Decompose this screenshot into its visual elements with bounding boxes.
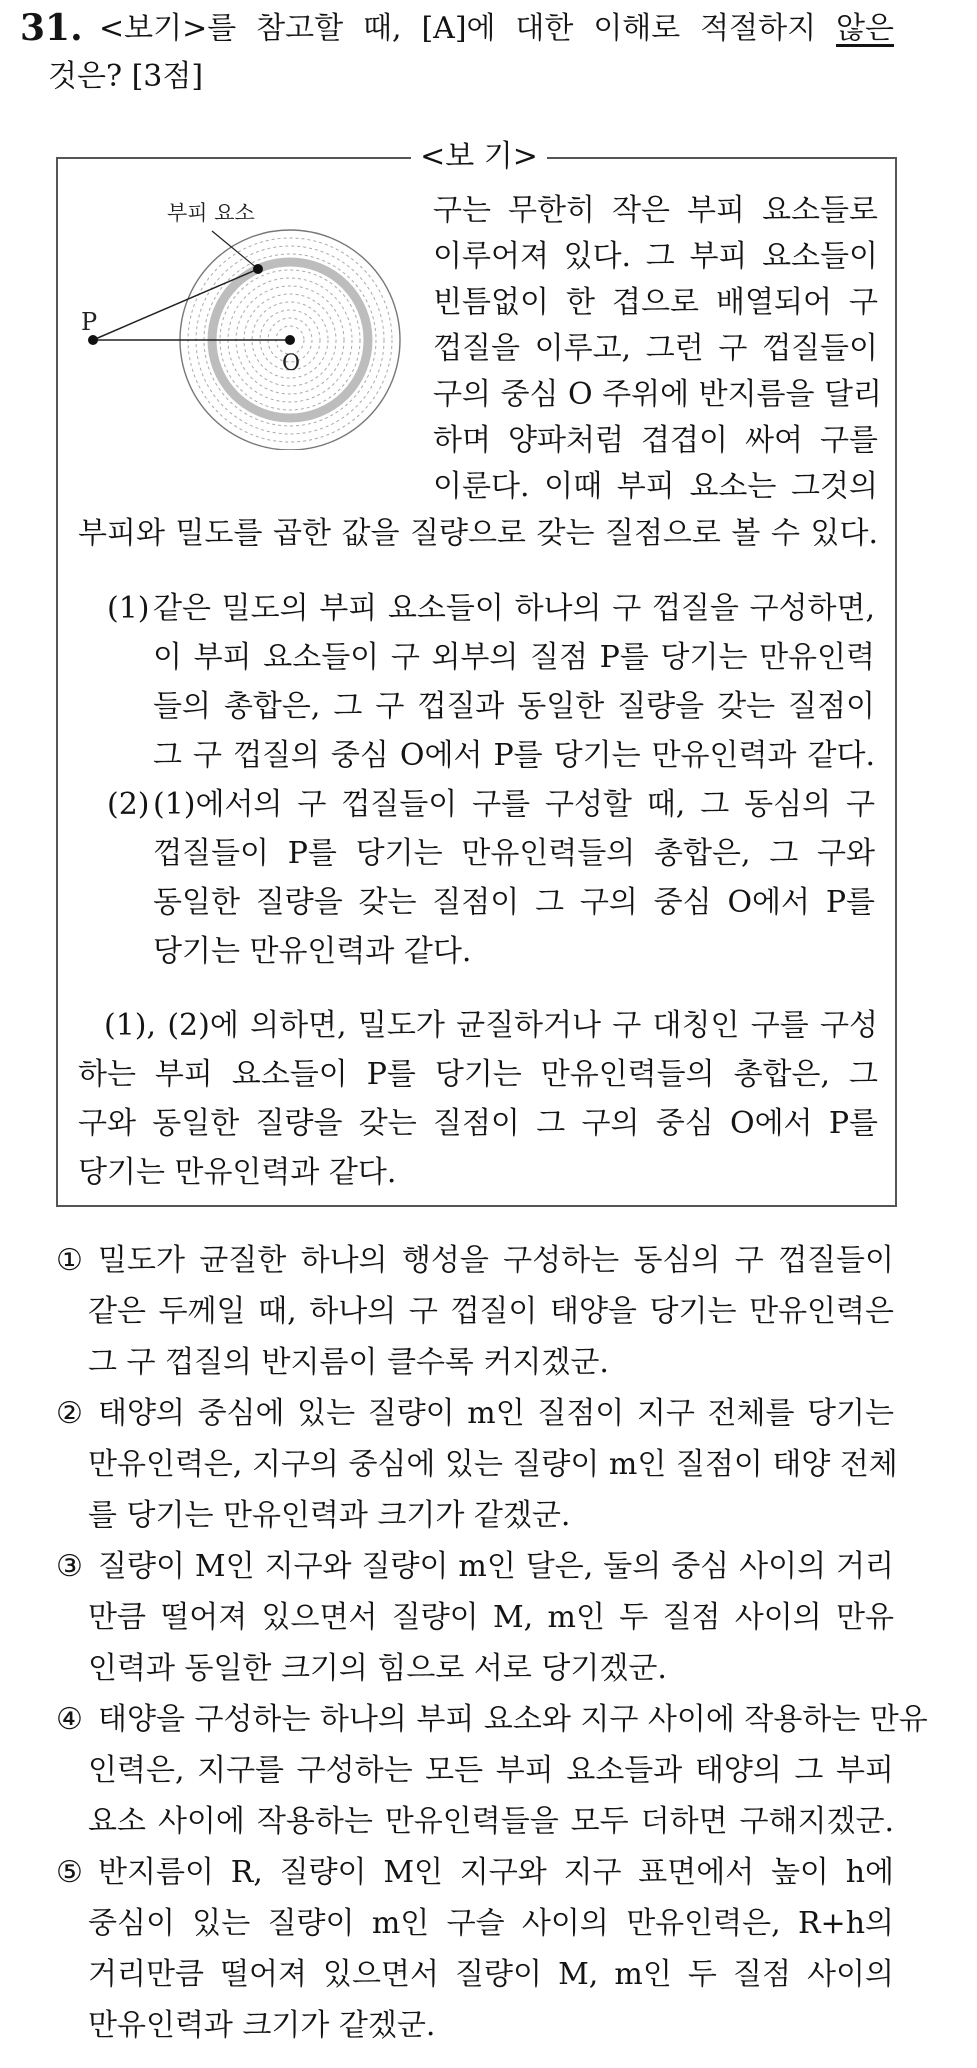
bogi-conclusion-line: 당기는 만유인력과 같다. (78, 1155, 397, 1190)
choice-5-marker[interactable]: ⑤ (56, 1855, 83, 1890)
volume-element-dot (253, 264, 263, 274)
negation-underline: 않은 (836, 11, 894, 46)
choice-5-text[interactable]: 반지름이 R, 질량이 M인 지구와 지구 표면에서 높이 h에 (98, 1855, 894, 1890)
item-2-marker: (2) (107, 787, 150, 822)
bogi-intro-line: 하며 양파처럼 겹겹이 싸여 구를 (433, 423, 878, 458)
item-2-line: 동일한 질량을 갖는 질점이 그 구의 중심 O에서 P를 (153, 885, 875, 920)
choice-4-text[interactable]: 태양을 구성하는 하나의 부피 요소와 지구 사이에 작용하는 만유 (98, 1702, 928, 1737)
bogi-intro-line: 구는 무한히 작은 부피 요소들로 (433, 193, 878, 228)
bogi-conclusion-line: 하는 부피 요소들이 P를 당기는 만유인력들의 총합은, 그 (78, 1057, 878, 1092)
line-p-to-element (93, 269, 258, 340)
bogi-intro-line: 구의 중심 O 주위에 반지름을 달리 (433, 377, 883, 412)
bogi-intro-line: 이룬다. 이때 부피 요소는 그것의 (433, 469, 878, 504)
choice-1-text[interactable]: 그 구 껍질의 반지름이 클수록 커지겠군. (88, 1345, 609, 1380)
choice-1-marker[interactable]: ① (56, 1243, 83, 1278)
bogi-intro-line: 부피와 밀도를 곱한 값을 질량으로 갖는 질점으로 볼 수 있다. (78, 516, 878, 551)
sphere-shell-figure (75, 190, 415, 450)
bogi-intro-line: 이루어져 있다. 그 부피 요소들이 (433, 239, 878, 274)
bogi-conclusion-line: 구와 동일한 질량을 갖는 질점이 그 구의 중심 O에서 P를 (78, 1106, 878, 1141)
bogi-intro-line: 껍질을 이루고, 그런 구 껍질들이 (433, 331, 878, 366)
choice-1-text[interactable]: 밀도가 균질한 하나의 행성을 구성하는 동심의 구 껍질들이 (98, 1243, 894, 1278)
question-stem-line-1 (99, 8, 894, 50)
choice-2-text[interactable]: 태양의 중심에 있는 질량이 m인 질점이 지구 전체를 당기는 (98, 1396, 894, 1431)
volume-element-label: 부피 요소 (167, 201, 255, 225)
item-1-marker: (1) (107, 591, 150, 626)
question-stem-line-2: 것은? [3점] (48, 59, 204, 94)
bogi-conclusion-line: (1), (2)에 의하면, 밀도가 균질하거나 구 대칭인 구를 구성 (104, 1008, 878, 1043)
question-number: 31. (20, 7, 83, 49)
item-2-line: (1)에서의 구 껍질들이 구를 구성할 때, 그 동심의 구 (153, 787, 875, 822)
item-2-line: 껍질들이 P를 당기는 만유인력들의 총합은, 그 구와 (153, 836, 875, 871)
item-1-line: 같은 밀도의 부피 요소들이 하나의 구 껍질을 구성하면, (153, 591, 875, 626)
bogi-intro-line: 빈틈없이 한 겹으로 배열되어 구 (433, 285, 878, 320)
choice-2-text[interactable]: 를 당기는 만유인력과 크기가 같겠군. (88, 1498, 571, 1533)
item-2-line: 당기는 만유인력과 같다. (153, 934, 472, 969)
bogi-title: <보 기> (411, 136, 547, 178)
center-o-dot (285, 335, 295, 345)
choice-3-text[interactable]: 만큼 떨어져 있으면서 질량이 M, m인 두 질점 사이의 만유 (88, 1600, 894, 1635)
choice-3-text[interactable]: 질량이 M인 지구와 질량이 m인 달은, 둘의 중심 사이의 거리 (98, 1549, 894, 1584)
choice-3-text[interactable]: 인력과 동일한 크기의 힘으로 서로 당기겠군. (88, 1651, 667, 1686)
item-1-line: 들의 총합은, 그 구 껍질과 동일한 질량을 갖는 질점이 (153, 689, 875, 724)
item-1-line: 이 부피 요소들이 구 외부의 질점 P를 당기는 만유인력 (153, 640, 875, 675)
center-o-label: O (282, 351, 301, 376)
choice-4-marker[interactable]: ④ (56, 1702, 83, 1737)
point-p-dot (88, 335, 98, 345)
choice-4-text[interactable]: 요소 사이에 작용하는 만유인력들을 모두 더하면 구해지겠군. (88, 1804, 894, 1839)
choice-3-marker[interactable]: ③ (56, 1549, 83, 1584)
choice-5-text[interactable]: 중심이 있는 질량이 m인 구슬 사이의 만유인력은, R+h의 (88, 1906, 894, 1941)
question-stem-text: <보기>를 참고할 때, [A]에 대한 이해로 적절하지 (99, 11, 837, 46)
choice-1-text[interactable]: 같은 두께일 때, 하나의 구 껍질이 태양을 당기는 만유인력은 (88, 1294, 894, 1329)
choice-4-text[interactable]: 인력은, 지구를 구성하는 모든 부피 요소들과 태양의 그 부피 (88, 1753, 894, 1788)
item-1-line: 그 구 껍질의 중심 O에서 P를 당기는 만유인력과 같다. (153, 738, 875, 773)
choice-5-text[interactable]: 거리만큼 떨어져 있으면서 질량이 M, m인 두 질점 사이의 (88, 1957, 894, 1992)
point-p-label: P (81, 308, 98, 336)
choice-5-text[interactable]: 만유인력과 크기가 같겠군. (88, 2008, 436, 2043)
choice-2-text[interactable]: 만유인력은, 지구의 중심에 있는 질량이 m인 질점이 태양 전체 (88, 1447, 898, 1482)
choice-2-marker[interactable]: ② (56, 1396, 83, 1431)
